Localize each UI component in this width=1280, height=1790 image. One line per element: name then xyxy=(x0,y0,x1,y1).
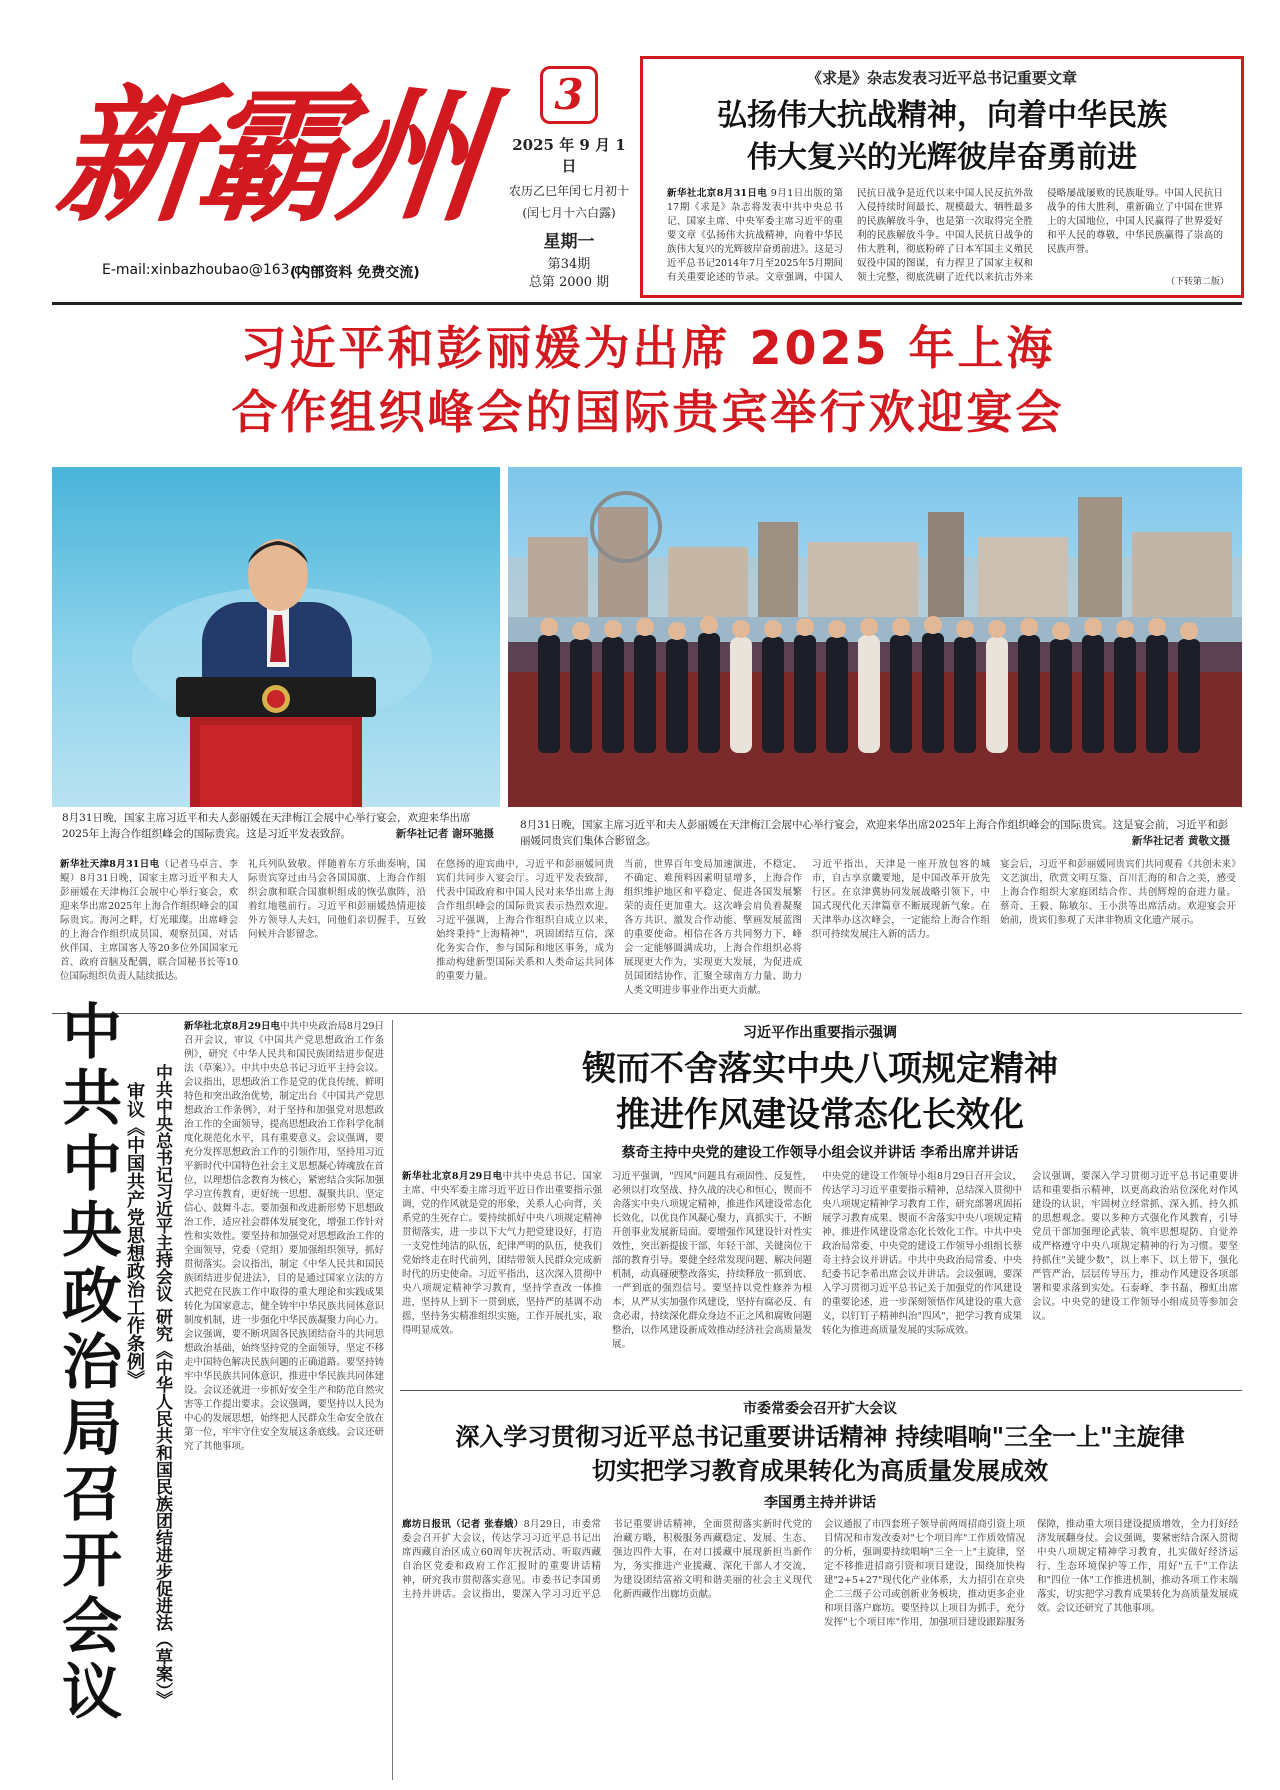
city-col-2: 会议通报了市四套班子领导前两周招商引资上项目情况和市发改委对"七个项目库"工作质效情况的分析，强调要持续唱响"三全一上"主旋律，坚定不移推进招商引资和项目建设，围绕加快构建"2+5+27"现代化产业体系，大力招引在京央企二三级子公司或创新业务板块，推动更多企业和项目落户廊坊。要坚持以上项目为抓手，充分发挥"七个项目库"作用，加强项目建设跟踪服务保障，推动重大项目建设提质增效，全力打好经济发展翻身仗。会议强调，要紧密结合深入贯彻中央八项规定精神学习教育，扎实做好经济运行、生态环境保护等工作，用好"五千"工作法和"四位一体"工作推进机制，推动各项工作末端落实，切实把学习教育成果转化为高质量发展成效。会议还研究了其他事项。 xyxy=(824,1519,1238,1628)
city-title-line1: 深入学习贯彻习近平总书记重要讲话精神 持续唱响"三全一上"主旋律 xyxy=(455,1422,1185,1451)
eight-rules-col-3: 中央党的建设工作领导小组8月29日召开会议，传达学习习近平重要指示精神，总结深入贯彻中央八项规定精神学习教育工作，研究部署巩固拓展学习教育成果、锲而不舍落实中央八项规定精神、推进作风建设常态化长效化工作。中共中央政治局常委、中央党的建设工作领导小组组长蔡奇主持会议并讲话。中共中央政治局常委、中央纪委书记李希出席会议并讲话。会议强调，要深入学习贯彻习近平总书记关于加强党的作风建设的重要论述，进一步深刻领悟作风建设的重大意义，以钉钉子精神纠治"四风"，把学习教育成果转化为推进高质量发展的实际成效。 xyxy=(822,1171,1022,1336)
city-col-1 xyxy=(402,1518,812,1780)
photo-group-image xyxy=(508,467,1242,807)
top-story-title-line2: 伟大复兴的光辉彼岸奋勇前进 xyxy=(747,140,1137,175)
banquet-dateline: 新华社天津8月31日电 xyxy=(60,859,160,870)
banquet-col-3: 在悠扬的迎宾曲中，习近平和彭丽媛同贵宾们共同步入宴会厅。习近平发表致辞，代表中国政府和中国人民对来华出席上海合作组织峰会的国际贵宾表示热烈欢迎。习近平强调，上海合作组织自成立以来，始终秉持"上海精神"，巩固团结互信，深化务实合作，参与国际和地区事务，成为推动构建新型国际关系和人类命运共同体的重要力量。 xyxy=(436,859,614,982)
eight-rules-subtitle: 蔡奇主持中央党的建设工作领导小组会议并讲话 李希出席并讲话 xyxy=(621,1145,1019,1161)
photo-speech-credit: 新华社记者 谢环驰摄 xyxy=(395,828,494,840)
eight-rules-title-line1: 锲而不舍落实中央八项规定精神 xyxy=(582,1049,1058,1089)
city-text-1: 8月29日，市委常委会召开扩大会议，传达学习习近平总书记出席西藏自治区成立60周年庆祝活动、听取西藏自治区党委和政府工作汇报时的重要讲话精神，研究我市贯彻落实意见。市委书记李国勇主持并讲话。会议指出，要深入学习习近平总书记重要讲话精神，全面贯彻落实新时代党的治藏方略，积极服务西藏稳定、发展、生态、强边四件大事，在对口援藏中展现新担当新作为，务实推进产业援藏、深化干部人才交流，为建设团结富裕文明和谐美丽的社会主义现代化新西藏作出廊坊贡献。 xyxy=(402,1519,812,1600)
politburo-subtitle-1: 审议《中国共产党思想政治工作条例》 xyxy=(124,1082,145,1388)
eight-rules-col-4: 会议强调，要深入学习贯彻习近平总书记重要讲话和重要指示精神，以更高政治站位深化对作风建设的认识，牢固树立经常抓、深入抓、持久抓的思想观念。要以多种方式强化作风教育，引导党员干部加强理论武装、筑牢思想堤防、自觉养成严格遵守中央八项规定精神的行为习惯。要坚持抓住"关键少数"，以上率下、以上带下，强化严管严治，层层传导压力，推动作风建设各项部署和要求落到实处。石泰峰、李书磊、穆虹出席会议。中央党的建设工作领导小组成员等参加会议。 xyxy=(1032,1171,1238,1322)
politburo-dateline: 新华社北京8月29日电 xyxy=(184,1021,281,1032)
total-issue-number: 总第 2000 期 xyxy=(528,275,610,290)
eight-rules-title xyxy=(400,1046,1240,1138)
eight-rules-text-1: 中共中央总书记、国家主席、中央军委主席习近平近日作出重要指示强调，党的作风就是党的形象，关系人心向背，关系党的生死存亡。要持续抓好中央八项规定精神贯彻落实，进一步以下大气力把党建设好，打造一支党性纯洁的队伍，纪律严明的队伍，使我们党始终走在时代前列，团结带领人民群众完成新时代的历史使命。习近平指出，这次深入贯彻中央八项规定精神学习教育，坚持学查改一体推进，坚持从上到下一贯到底，坚持严的基调不动摇，坚持务实精准组织实施，工作开展扎实，取得明显成效。 xyxy=(402,1171,602,1336)
masthead-divider xyxy=(52,302,1242,305)
section-divider-2 xyxy=(400,1390,1242,1391)
main-headline-line1: 习近平和彭丽媛为出席 2025 年上海 xyxy=(240,321,1056,375)
masthead-email: E-mail:xinbazhoubao@163.com xyxy=(102,262,324,278)
main-headline-line2: 合作组织峰会的国际贵宾举行欢迎宴会 xyxy=(231,385,1065,439)
top-story-title-line1: 弘扬伟大抗战精神，向着中华民族 xyxy=(717,98,1167,133)
banquet-text-1: （记者马卓言、李鲲）8月31日晚，国家主席习近平和夫人彭丽媛在天津梅江会展中心举行宴会，欢迎来华出席2025年上海合作组织峰会的国际贵宾。海河之畔，灯光璀璨。出席峰会的上海合作组织成员国、观察员国、对话伙伴国、主席国客人等20多位外国国家元首、政府首脑及配偶，联合国秘书长等10位国际组织负责人陆续抵达。 xyxy=(60,859,238,982)
politburo-text: 中共中央政治局8月29日召开会议，审议《中国共产党思想政治工作条例》，研究《中华人民共和国民族团结进步促进法（草案）》。中共中央总书记习近平主持会议。会议指出，思想政治工作是党的优良传统、鲜明特色和突出政治优势，制定出台《中国共产党思想政治工作条例》，对于坚持和加强党对思想政治工作的全面领导，提高思想政治工作科学化制度化规范化水平，具有重要意义。会议强调，要充分发挥思想政治工作的引领作用，坚持用习近平新时代中国特色社会主义思想凝心铸魂放在首位，以理想信念教育为核心，紧密结合实际加强学习宣传教育，更好统一思想、凝聚共识、坚定信心、鼓舞斗志。要加强和改进新形势下思想政治工作，适应社会群体发展变化，增强工作针对性和实效性。要坚持和加强党对思想政治工作的全面领导，党委（党组）要加强组织领导，抓好贯彻落实。会议指出，制定《中华人民共和国民族团结进步促进法》，目的是通过国家立法的方式把党在民族工作中取得的重大理论和实践成果转化为国家意志，健全铸牢中华民族共同体意识制度机制，进一步强化中华民族凝聚力向心力。会议强调，要不断巩固各民族团结奋斗的共同思想政治基础，始终坚持党的全面领导，坚定不移走中国特色解决民族问题的正确道路。要坚持铸牢中华民族共同体意识，推进中华民族共同体建设。会议还就进一步抓好安全生产和防范自然灾害等工作提出要求。会议强调，要坚持以人民为中心的发展思想，始终把人民群众生命安全放在第一位，牢牢守住安全发展这条底线。会议还研究了其他事项。 xyxy=(184,1021,384,1452)
top-story-continued: （下转第二版） xyxy=(1165,277,1229,287)
banquet-col-4: 当前，世界百年变局加速演进，不稳定、不确定、难预料因素明显增多，上海合作组织维护地区和平稳定、促进各国发展繁荣的责任更加重大。这次峰会肩负着凝聚各方共识、激发合作动能、擘画发展蓝图的重要使命。相信在各方共同努力下，峰会一定能够圆满成功，上海合作组织必将展现更大作为，实现更大发展，为促进成员国团结协作、汇聚全球南方力量、助力人类文明进步事业作出更大贡献。 xyxy=(624,859,802,996)
banquet-col-5: 习近平指出，天津是一座开放包容的城市，自古享京畿要地，是中国改革开放先行区。在京津冀协同发展战略引领下，中国式现代化天津篇章不断展现新气象。在天津举办这次峰会，一定能给上海合作组织可持续发展注入新的活力。 xyxy=(812,859,990,940)
photo-speech xyxy=(52,467,500,807)
top-story-body xyxy=(667,187,1223,287)
photo-speech-caption-text: 8月31日晚，国家主席习近平和夫人彭丽媛在天津梅江会展中心举行宴会，欢迎来华出席2025年上海合作组织峰会的国际贵宾。这是习近平发表致辞。 xyxy=(62,812,471,840)
section-divider xyxy=(52,1013,1242,1014)
date-box xyxy=(508,58,630,294)
photo-speech-caption xyxy=(62,810,494,842)
eight-rules-title-line2: 推进作风建设常态化长效化 xyxy=(616,1095,1024,1135)
page-number-badge: 3 xyxy=(540,66,598,124)
column-divider xyxy=(392,1020,393,1780)
eight-rules-kicker: 习近平作出重要指示强调 xyxy=(743,1025,897,1041)
politburo-title: 中共中央政治局召开会议 xyxy=(52,1000,122,1726)
top-story-title xyxy=(643,95,1241,179)
top-story-text: 9月1日出版的第17期《求是》杂志将发表中共中央总书记、国家主席、中央军委主席习近平的重要文章《弘扬伟大抗战精神，向着中华民族伟大复兴的光辉彼岸奋勇前进》。这是习近平总书记2014年7月至2025年5月期间有关重要论述的节录。文章强调，中国人民抗日战争是近代以来中国人民反抗外敌入侵持续时间最长、规模最大、牺牲最多的民族解放斗争，也是第一次取得完全胜利的民族解放斗争。中国人民抗日战争的伟大胜利，彻底粉碎了日本军国主义殖民奴役中国的图谋，有力捍卫了国家主权和领土完整，彻底洗刷了近代以来抗击外来侵略屡战屡败的民族耻辱。中国人民抗日战争的伟大胜利，重新确立了中国在世界上的大国地位，中国人民赢得了世界爱好和平人民的尊敬，中华民族赢得了崇高的民族声誉。 xyxy=(667,188,1223,283)
city-title-line2: 切实把学习教育成果转化为高质量发展成效 xyxy=(592,1456,1048,1485)
city-title xyxy=(400,1420,1240,1488)
banquet-col-6: 宴会后，习近平和彭丽媛同贵宾们共同观看《共创未来》文艺演出，欣赏文明互鉴、百川汇海的和合之美，感受上海合作组织大家庭团结合作、共创辉煌的奋进力量。蔡奇、王毅、陈敏尔、王小洪等出席活动。欢迎宴会开始前，贵宾们参观了天津非物质文化遗产展示。 xyxy=(1000,859,1236,926)
photo-group-credit: 新华社记者 黄敬文摄 xyxy=(1131,835,1230,847)
photo-group-caption-text: 8月31日晚，国家主席习近平和夫人彭丽媛在天津梅江会展中心举行宴会，欢迎来华出席2025年上海合作组织峰会的国际贵宾。这是宴会前，习近平和彭丽媛同贵宾们集体合影留念。 xyxy=(520,819,1229,847)
top-story-box xyxy=(640,56,1244,298)
solar-term: (闰七月十六白露) xyxy=(522,206,616,220)
masthead-logo: 新霸州 xyxy=(49,71,488,242)
city-dateline: 廊坊日报讯（记者 张春娥） xyxy=(402,1519,524,1530)
eight-rules-dateline: 新华社北京8月29日电 xyxy=(402,1171,503,1182)
city-subtitle: 李国勇主持并讲话 xyxy=(764,1495,876,1511)
top-story-dateline: 新华社北京8月31日电 xyxy=(667,188,768,199)
city-kicker: 市委常委会召开扩大会议 xyxy=(743,1401,897,1417)
banquet-col-1 xyxy=(60,858,238,1008)
politburo-subtitle-2: 中共中央总书记习近平主持会议 研究《中华人民共和国民族团结进步促进法（草案）》 xyxy=(152,1064,172,1708)
lunar-date: 农历乙巳年闰七月初十 xyxy=(508,184,629,198)
photo-group-caption xyxy=(520,817,1230,849)
issue-date: 2025 年 9 月 1 日 xyxy=(512,136,626,175)
issue-number: 第34期 xyxy=(547,257,591,272)
main-headline xyxy=(60,316,1236,444)
top-story-kicker: 《求是》杂志发表习近平总书记重要文章 xyxy=(806,69,1077,87)
masthead-internal-note: (内部资料 免费交流) xyxy=(290,265,420,281)
photo-speech-image xyxy=(52,467,500,807)
weekday: 星期一 xyxy=(543,232,595,252)
banquet-col-2: 礼兵列队致敬。伴随着东方乐曲奏响，国际贵宾穿过由马会各国国旗、上海合作组织会旗和联合国旗帜组成的恢弘旗阵，沿着红地毯前行。习近平和彭丽媛热情迎接外方领导人夫妇，同他们亲切握手，互致问候并合影留念。 xyxy=(248,859,426,940)
photo-group xyxy=(508,467,1242,807)
eight-rules-col-2: 习近平强调，"四风"问题具有顽固性、反复性，必须以打攻坚战、持久战的决心和恒心，锲而不舍落实中央八项规定精神，推进作风建设常态化长效化，以优良作风凝心聚力，真抓实干，不断开创事业发展新局面。要增强作风建设针对性实效性，突出新提拔干部、年轻干部、关键岗位干部的教育引导。要健全经常发现问题、解决问题机制，动真碰硬整改落实，持续释放一抓到底、一严到底的强烈信号。要坚持以党性修养为根本，从严从实加强作风建设，坚持有腐必反、有贪必肃，持续深化群众身边不正之风和腐败问题整治，以作风建设新成效推动经济社会高质量发展。 xyxy=(612,1171,812,1350)
politburo-body xyxy=(184,1020,384,1780)
eight-rules-col-1 xyxy=(402,1170,602,1382)
